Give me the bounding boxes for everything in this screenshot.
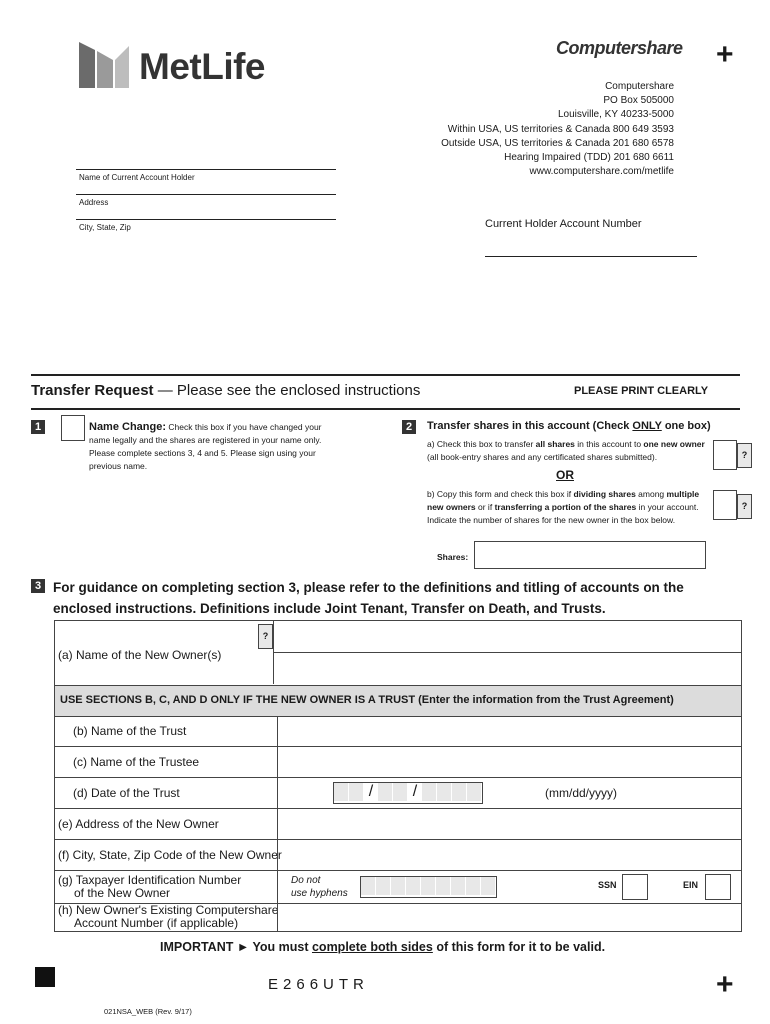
ein-checkbox[interactable]: [705, 874, 731, 900]
section-3-number: 3: [31, 579, 45, 593]
new-owner-city-row: (f) City, State, Zip Code of the New Owner: [55, 840, 741, 871]
metlife-wordmark: MetLife: [139, 46, 265, 87]
section-3-heading: For guidance on completing section 3, please refer to the definitions and titling of accounts on the enclosed instructions. Definitions include Joint Tenant, Transfer on Death, and Trusts.: [53, 580, 684, 616]
computershare-logo: Computershare: [556, 38, 683, 58]
form-title: Transfer Request — Please see the enclosed instructions: [31, 382, 421, 399]
existing-account-row: (h) New Owner's Existing Computershare Account Number (if applicable): [55, 904, 741, 931]
new-owner-city-input[interactable]: [277, 840, 742, 870]
holder-city-line[interactable]: [76, 219, 336, 220]
section-1-text: Name Change: Check this box if you have changed your name legally and the shares are registered in your name only. Please complete sections 3, 4 and 5. Please sign using your previous name.: [89, 421, 322, 471]
tin-row: (g) Taxpayer Identification Number of the New Owner Do not use hyphens SSN EIN: [55, 871, 741, 904]
metlife-mark-icon: [79, 42, 129, 88]
help-icon[interactable]: ?: [258, 624, 273, 649]
trustee-name-row: (c) Name of the Trustee: [55, 747, 741, 778]
help-icon[interactable]: ?: [737, 443, 752, 468]
holder-address-line[interactable]: [76, 194, 336, 195]
trust-date-row: (d) Date of the Trust / / (mm/dd/yyyy): [55, 778, 741, 809]
registration-square-icon: [35, 967, 55, 987]
print-clearly: PLEASE PRINT CLEARLY: [574, 385, 709, 397]
trust-name-row: (b) Name of the Trust: [55, 716, 741, 747]
holder-city-label: City, State, Zip: [79, 223, 131, 232]
arrow-right-icon: ►: [236, 940, 250, 954]
shares-label: Shares:: [437, 552, 469, 562]
registration-plus-bottom: +: [716, 968, 734, 1001]
all-shares-checkbox[interactable]: [713, 440, 737, 470]
computershare-address: Computershare PO Box 505000 Louisville, KY 40233-5000 Within USA, US territories & Canada 800 649 3593 Outside USA, US territories & Canada 201 680 6578 Hearing Impaired (TDD) 201 680 6611 www.computershare.com/metlife: [441, 81, 674, 178]
trust-date-input[interactable]: / /: [333, 782, 483, 804]
holder-name-label: Name of Current Account Holder: [79, 173, 195, 182]
option-b-text: b) Copy this form and check this box if dividing shares among multiple new owners or if transferring a portion of the shares in your account. Indicate the number of shares for the new owner in the box below.: [427, 489, 700, 525]
section-2-heading: Transfer shares in this account (Check ONLY one box): [427, 420, 711, 432]
holder-name-line[interactable]: [76, 169, 336, 170]
trust-name-input[interactable]: [277, 716, 742, 746]
option-a-text: a) Check this box to transfer all shares in this account to one new owner (all book-entry shares and any certificated shares submitted).: [427, 439, 705, 462]
account-number-label: Current Holder Account Number: [485, 218, 642, 230]
dividing-shares-checkbox[interactable]: [713, 490, 737, 520]
help-icon[interactable]: ?: [737, 494, 752, 519]
new-owner-input-2[interactable]: [274, 653, 741, 684]
tin-input[interactable]: [360, 876, 497, 898]
name-change-checkbox[interactable]: [61, 415, 85, 441]
ssn-label: SSN: [598, 880, 617, 890]
new-owner-label-cell: [55, 621, 274, 684]
ssn-checkbox[interactable]: [622, 874, 648, 900]
section-3-table: [54, 620, 742, 932]
existing-account-input[interactable]: [277, 904, 742, 931]
new-owner-input-1[interactable]: [274, 621, 741, 653]
section-2-number: 2: [402, 420, 416, 434]
or-label: OR: [556, 468, 574, 482]
important-notice: IMPORTANT ► You must complete both sides of this form for it to be valid.: [160, 940, 606, 954]
trust-banner: USE SECTIONS B, C, AND D ONLY IF THE NEW OWNER IS A TRUST (Enter the information from the Trust Agreement): [55, 685, 741, 717]
new-owner-address-row: (e) Address of the New Owner: [55, 809, 741, 840]
form-code: E266UTR: [268, 976, 369, 993]
account-number-line[interactable]: [485, 256, 697, 257]
form-revision: 021NSA_WEB (Rev. 9/17): [104, 1007, 192, 1016]
shares-input[interactable]: [474, 541, 706, 569]
new-owner-label: (a) Name of the New Owner(s): [58, 648, 222, 662]
registration-plus-top: +: [716, 38, 734, 71]
new-owner-address-input[interactable]: [277, 809, 742, 839]
ein-label: EIN: [683, 880, 699, 890]
title-bar: [31, 374, 740, 410]
section-1-number: 1: [31, 420, 45, 434]
metlife-logo: [79, 42, 289, 90]
holder-address-label: Address: [79, 198, 109, 207]
trustee-name-input[interactable]: [277, 747, 742, 777]
